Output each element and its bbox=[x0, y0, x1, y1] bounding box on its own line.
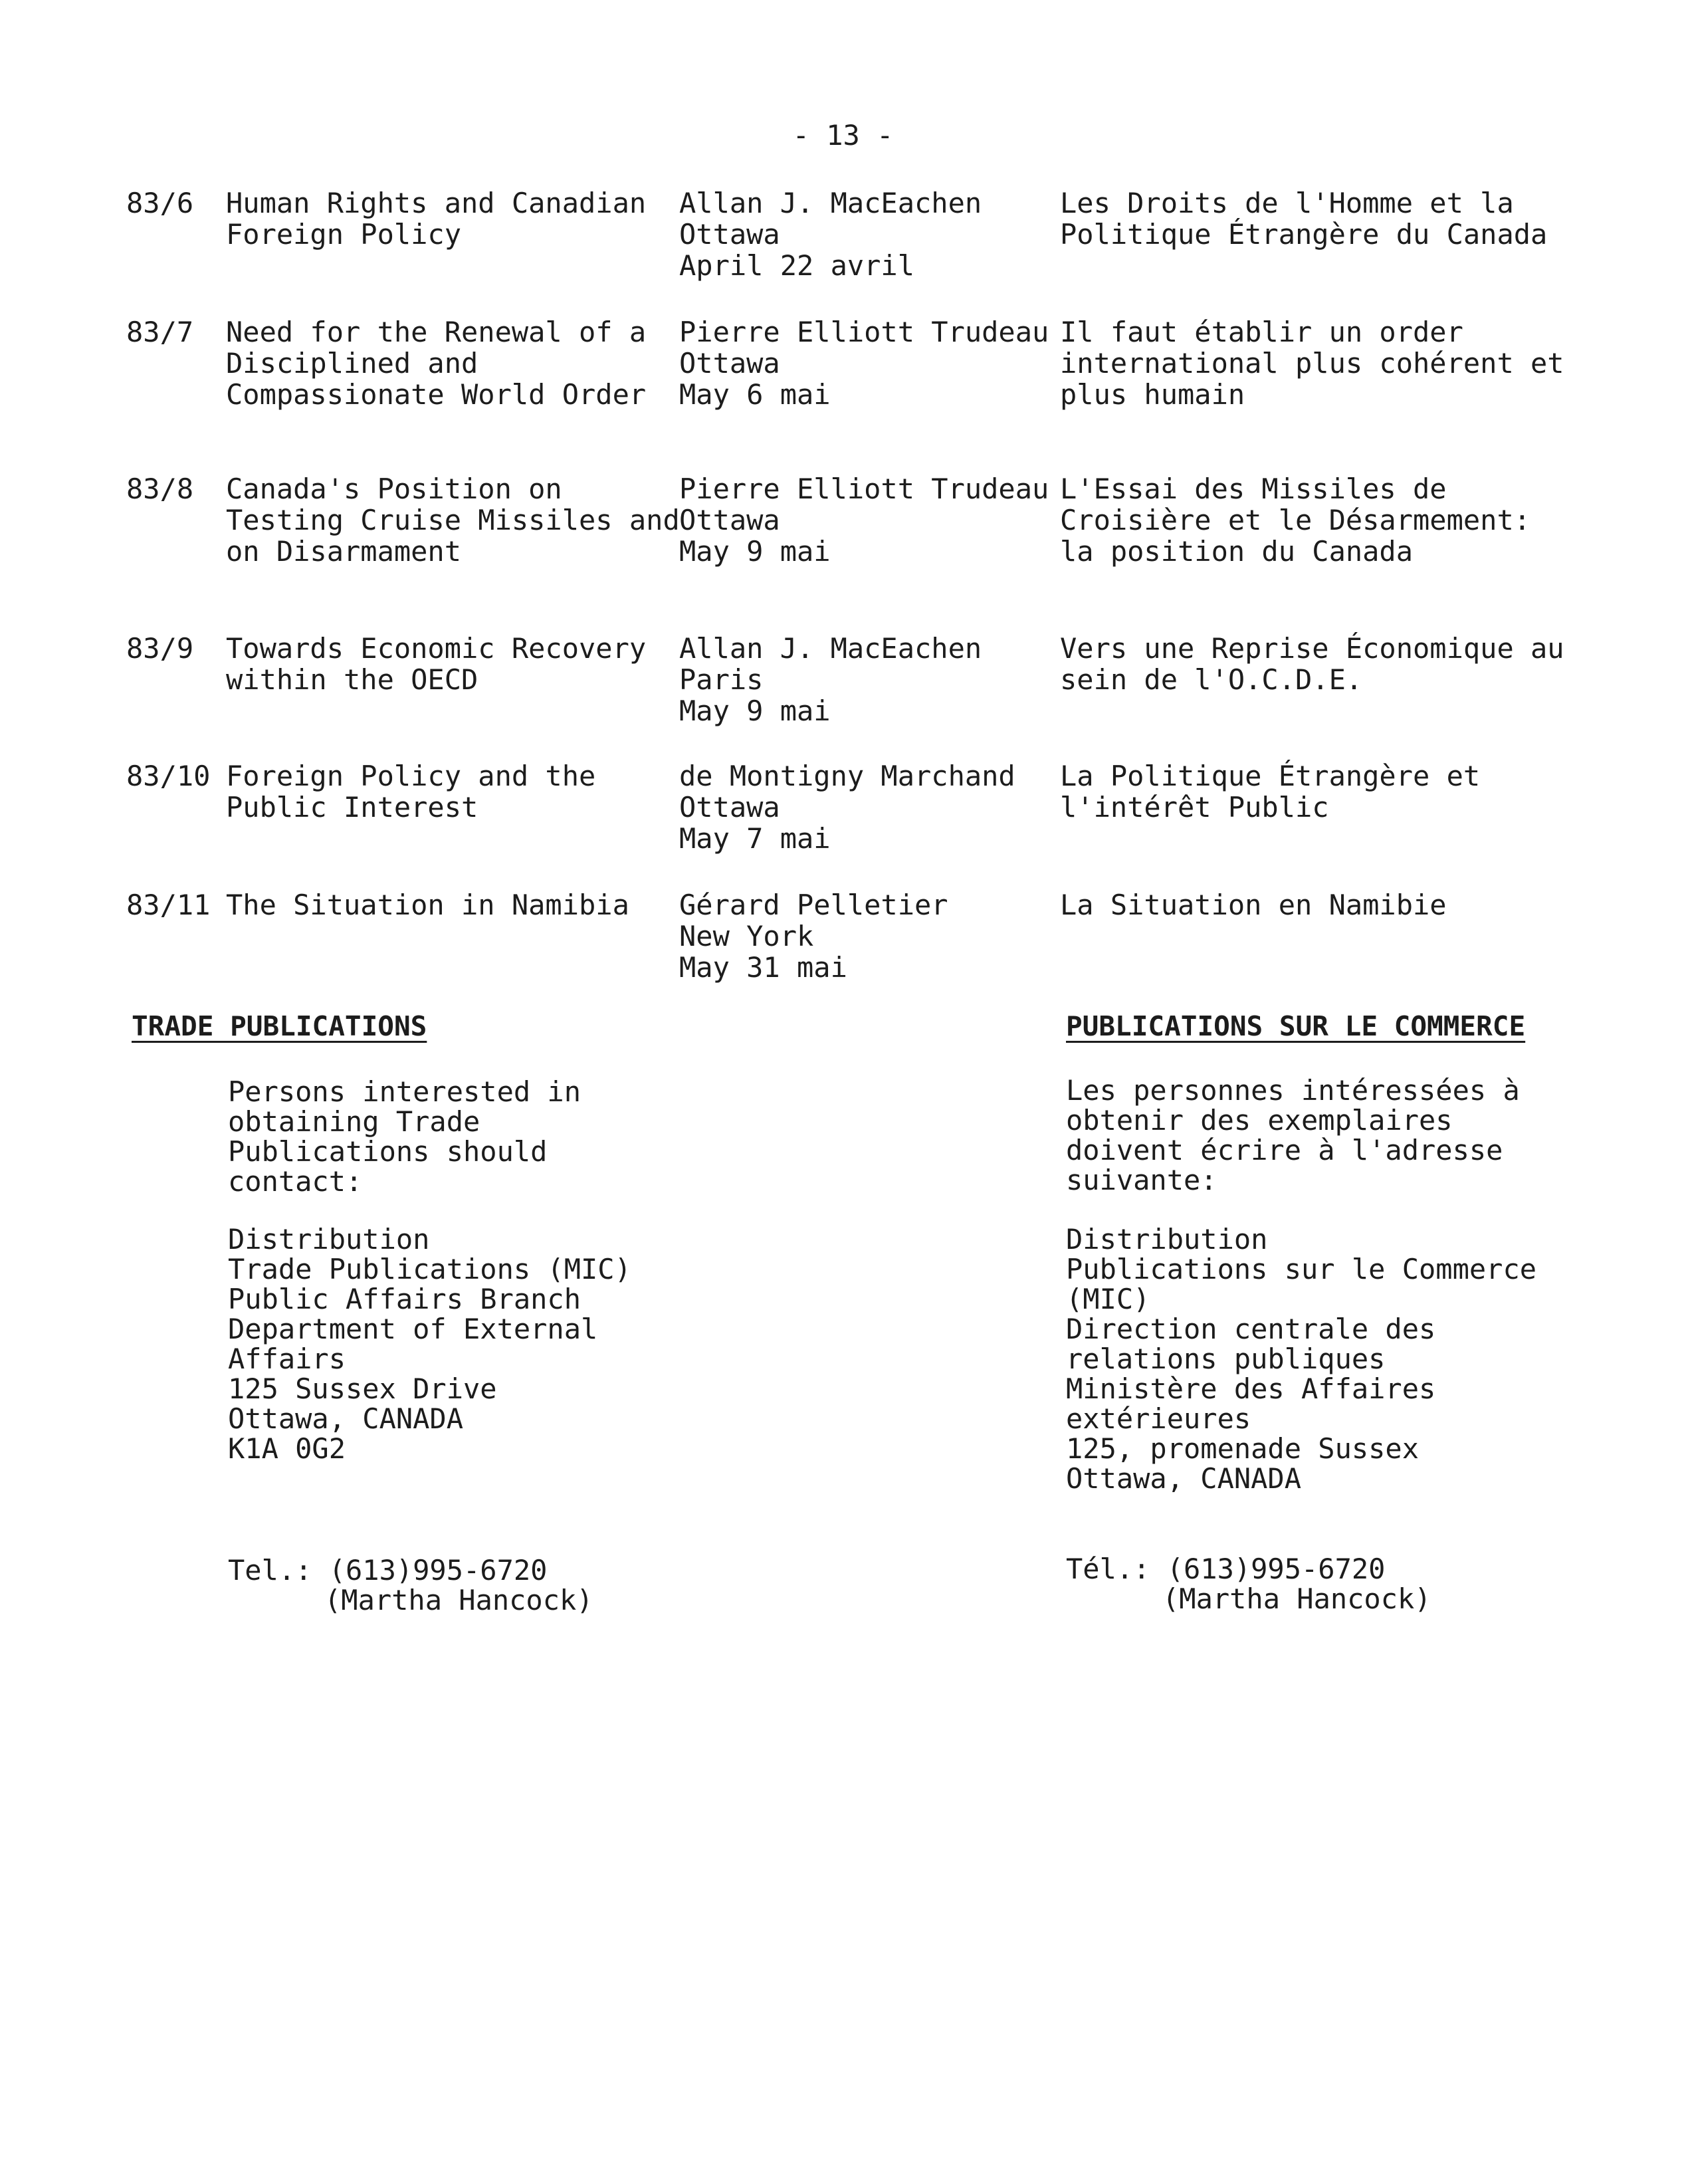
french-title: Les Droits de l'Homme et la Politique Étrangère du Canada bbox=[1060, 187, 1548, 251]
speaker-place-date: Allan J. MacEachen Ottawa April 22 avril bbox=[679, 187, 982, 282]
trade-publications-heading: TRADE PUBLICATIONS bbox=[132, 1010, 427, 1042]
mailing-address-english: Distribution Trade Publications (MIC) Public Affairs Branch Department of External Affairs 125 Sussex Drive Ottawa, CANADA K1A 0G2 bbox=[228, 1223, 631, 1465]
french-title: Il faut établir un order international plus cohérent et plus humain bbox=[1060, 316, 1564, 411]
french-title: La Politique Étrangère et l'intérêt Public bbox=[1060, 760, 1481, 823]
english-title: Human Rights and Canadian Foreign Policy bbox=[226, 187, 647, 251]
page-number: - 13 - bbox=[792, 119, 894, 152]
publications-commerce-heading: PUBLICATIONS SUR LE COMMERCE bbox=[1066, 1010, 1526, 1042]
speaker-place-date: Gérard Pelletier New York May 31 mai bbox=[679, 889, 948, 984]
english-title: Need for the Renewal of a Disciplined and Compassionate World Order bbox=[226, 316, 647, 411]
intro-text-french: Les personnes intéressées à obtenir des exemplaires doivent écrire à l'adresse suivante: bbox=[1066, 1074, 1520, 1196]
publication-number: 83/7 bbox=[126, 316, 194, 348]
publication-number: 83/8 bbox=[126, 473, 194, 505]
speaker-place-date: Allan J. MacEachen Paris May 9 mai bbox=[679, 632, 982, 727]
telephone-number: Tel.: (613)995-6720 bbox=[228, 1554, 548, 1586]
publication-number: 83/10 bbox=[126, 760, 211, 792]
telephone-contact-french bbox=[1066, 1554, 1431, 1614]
french-title: L'Essai des Missiles de Croisière et le Désarmement: la position du Canada bbox=[1060, 473, 1531, 568]
contact-name: (Martha Hancock) bbox=[324, 1584, 593, 1616]
telephone-number: Tél.: (613)995-6720 bbox=[1066, 1553, 1386, 1585]
publication-number: 83/6 bbox=[126, 187, 194, 219]
publication-number: 83/9 bbox=[126, 632, 194, 665]
intro-text-english: Persons interested in obtaining Trade Publications should contact: bbox=[228, 1075, 581, 1198]
contact-name: (Martha Hancock) bbox=[1162, 1583, 1431, 1615]
english-title: Foreign Policy and the Public Interest bbox=[226, 760, 596, 823]
french-title: Vers une Reprise Économique au sein de l'O.C.D.E. bbox=[1060, 632, 1564, 696]
french-title: La Situation en Namibie bbox=[1060, 889, 1447, 921]
english-title: Towards Economic Recovery within the OECD bbox=[226, 632, 647, 696]
speaker-place-date: Pierre Elliott Trudeau Ottawa May 6 mai bbox=[679, 316, 1049, 411]
publication-number: 83/11 bbox=[126, 889, 211, 921]
speaker-place-date: Pierre Elliott Trudeau Ottawa May 9 mai bbox=[679, 473, 1049, 568]
speaker-place-date: de Montigny Marchand Ottawa May 7 mai bbox=[679, 760, 1015, 855]
telephone-contact-english bbox=[228, 1555, 593, 1615]
english-title: The Situation in Namibia bbox=[226, 889, 629, 921]
english-title: Canada's Position on Testing Cruise Missiles and on Disarmament bbox=[226, 473, 680, 568]
mailing-address-french: Distribution Publications sur le Commerce (MIC) Direction centrale des relations publiques Ministère des Affaires extérieures 125, promenade Sussex Ottawa, CANADA bbox=[1066, 1223, 1537, 1495]
